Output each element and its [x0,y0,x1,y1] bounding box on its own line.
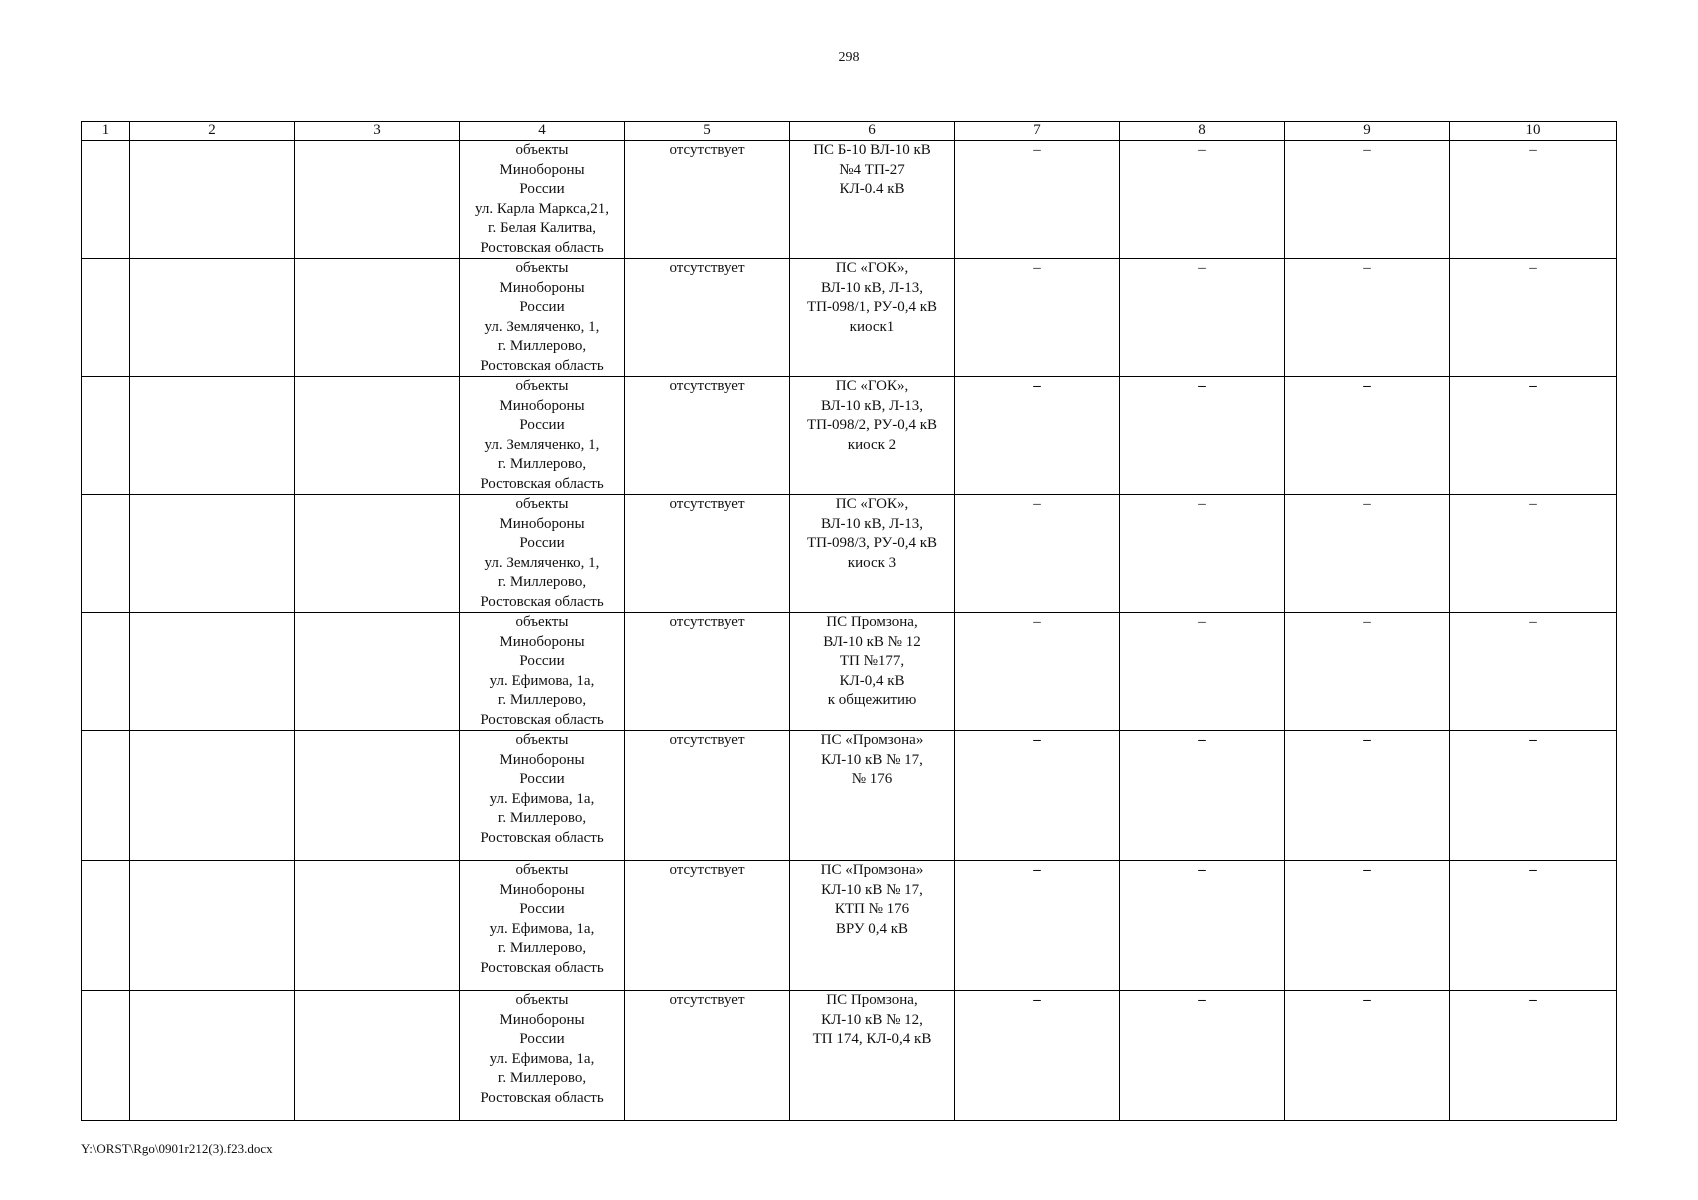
object-cell [460,495,625,613]
status-cell: отсутствует [625,495,790,613]
table-row [82,259,1617,377]
object-line: Ростовская область [480,829,604,846]
object-line: г. Миллерово, [497,810,587,826]
row-number-cell [82,259,130,377]
registry-table [81,121,1617,1121]
object-line: объекты [515,992,569,1008]
file-path: Y:\ORST\Rgo\0901r212(3).f23.docx [81,1141,273,1156]
connection-cell [790,495,955,613]
object-line: Минобороны [499,515,585,532]
object-line: России [519,1031,565,1047]
cell-col-3 [295,259,460,377]
object-line: объекты [515,614,569,630]
object-line: Ростовская область [480,357,604,374]
connection-line: киоск 2 [847,436,897,453]
object-cell [460,861,625,991]
dash-cell: – [1285,259,1450,377]
cell-col-2 [130,861,295,991]
connection-line: КЛ-0,4 кВ [839,672,905,689]
dash-cell: – [955,991,1120,1121]
connection-line: ТП 174, КЛ-0,4 кВ [812,1031,932,1047]
connection-line: КЛ-10 кВ № 17, [821,751,923,768]
connection-line: КЛ-0.4 кВ [839,181,905,197]
dash-cell: – [1285,495,1450,613]
column-header: 3 [295,122,460,141]
cell-col-3 [295,861,460,991]
connection-line: КЛ-10 кВ № 17, [821,881,923,898]
connection-line: киоск1 [849,318,895,335]
page-number: 298 [838,50,860,65]
status-cell: отсутствует [625,861,790,991]
table-row [82,991,1617,1121]
connection-line: № 176 [851,771,893,787]
object-cell [460,377,625,495]
object-line: Минобороны [499,397,585,414]
table-row [82,377,1617,495]
object-line: Минобороны [499,881,585,898]
object-line: России [519,535,565,551]
cell-col-3 [295,495,460,613]
dash-cell: – [1285,141,1450,259]
connection-line: ПС «Промзона» [820,862,924,878]
dash-cell: – [1450,495,1617,613]
connection-line: ПС «ГОК», [835,496,909,512]
connection-cell [790,861,955,991]
row-number-cell [82,613,130,731]
dash-cell: – [955,259,1120,377]
object-line: г. Миллерово, [497,1070,587,1086]
status-cell: отсутствует [625,613,790,731]
dash-cell: – [955,861,1120,991]
dash-cell: – [1285,991,1450,1121]
connection-line: ПС Промзона, [826,614,918,630]
dash-cell: – [955,141,1120,259]
connection-line: ПС Промзона, [826,992,918,1008]
connection-line: киоск 3 [847,554,897,571]
dash-cell: – [1120,861,1285,991]
object-line: Минобороны [499,279,585,296]
connection-cell [790,259,955,377]
object-line: Ростовская область [480,959,604,976]
table-row [82,731,1617,861]
object-line: г. Миллерово, [497,574,587,590]
connection-cell [790,991,955,1121]
object-line: г. Миллерово, [497,940,587,956]
dash-cell: – [1450,141,1617,259]
connection-line: ВРУ 0,4 кВ [835,920,909,937]
connection-line: ВЛ-10 кВ № 12 [823,633,921,650]
object-line: России [519,299,565,315]
row-number-cell [82,377,130,495]
dash-cell: – [1450,613,1617,731]
object-line: Минобороны [499,751,585,768]
object-line: г. Белая Калитва, [488,220,596,236]
dash-cell: – [1450,731,1617,861]
dash-cell: – [1120,259,1285,377]
dash-cell: – [1120,377,1285,495]
object-line: г. Миллерово, [497,692,587,708]
column-header: 8 [1120,122,1285,141]
object-line: Ростовская область [480,475,604,492]
dash-cell: – [1285,731,1450,861]
object-line: объекты [515,732,569,748]
column-header: 6 [790,122,955,141]
dash-cell: – [1120,613,1285,731]
object-line: России [519,653,565,669]
object-line: г. Миллерово, [497,456,587,472]
object-line: объекты [515,862,569,878]
status-cell: отсутствует [625,731,790,861]
object-cell [460,731,625,861]
dash-cell: – [955,377,1120,495]
dash-cell: – [1285,613,1450,731]
object-line: объекты [515,378,569,394]
row-number-cell [82,861,130,991]
connection-line: КТП № 176 [834,901,910,917]
object-line: ул. Земляченко, 1, [484,554,600,571]
object-line: Ростовская область [480,1089,604,1106]
object-line: объекты [515,496,569,512]
status-cell: отсутствует [625,141,790,259]
dash-cell: – [955,731,1120,861]
object-line: России [519,417,565,433]
object-line: Ростовская область [480,239,604,256]
cell-col-2 [130,613,295,731]
column-header: 1 [82,122,130,141]
connection-line: к общежитию [827,692,917,708]
object-line: ул. Карла Маркса,21, [475,200,609,217]
column-header: 7 [955,122,1120,141]
dash-cell: – [1120,991,1285,1121]
object-line: России [519,181,565,197]
connection-line: ПС «Промзона» [820,732,924,748]
dash-cell: – [1120,495,1285,613]
connection-line: ПС «ГОК», [835,378,909,394]
connection-line: ТП-098/3, РУ-0,4 кВ [806,535,938,551]
cell-col-3 [295,377,460,495]
object-cell [460,613,625,731]
cell-col-2 [130,141,295,259]
status-cell: отсутствует [625,377,790,495]
dash-cell: – [955,495,1120,613]
cell-col-2 [130,991,295,1121]
connection-line: КЛ-10 кВ № 12, [821,1011,923,1028]
object-line: объекты [515,260,569,276]
table-row [82,495,1617,613]
object-line: Минобороны [499,1011,585,1028]
cell-col-3 [295,613,460,731]
row-number-cell [82,495,130,613]
object-line: объекты [515,142,569,158]
object-line: Минобороны [499,633,585,650]
cell-col-2 [130,731,295,861]
table-row [82,141,1617,259]
cell-col-2 [130,259,295,377]
object-cell [460,991,625,1121]
connection-line: ТП-098/2, РУ-0,4 кВ [806,417,938,433]
object-line: России [519,771,565,787]
dash-cell: – [1450,861,1617,991]
column-header: 4 [460,122,625,141]
cell-col-2 [130,495,295,613]
object-cell [460,141,625,259]
column-header: 10 [1450,122,1617,141]
object-line: Ростовская область [480,711,604,728]
object-line: Минобороны [499,161,585,178]
column-header: 9 [1285,122,1450,141]
dash-cell: – [1120,731,1285,861]
cell-col-3 [295,141,460,259]
table-row [82,613,1617,731]
connection-line: ТП №177, [839,653,905,669]
column-header: 2 [130,122,295,141]
row-number-cell [82,141,130,259]
dash-cell: – [1120,141,1285,259]
object-line: ул. Земляченко, 1, [484,318,600,335]
object-line: ул. Ефимова, 1а, [489,1050,595,1067]
status-cell: отсутствует [625,259,790,377]
cell-col-3 [295,731,460,861]
dash-cell: – [955,613,1120,731]
cell-col-2 [130,377,295,495]
connection-line: ВЛ-10 кВ, Л-13, [820,397,924,414]
object-line: ул. Ефимова, 1а, [489,920,595,937]
table-row [82,861,1617,991]
dash-cell: – [1450,377,1617,495]
connection-line: №4 ТП-27 [839,161,905,178]
row-number-cell [82,991,130,1121]
cell-col-3 [295,991,460,1121]
table-body [82,141,1617,1121]
object-line: Ростовская область [480,593,604,610]
connection-cell [790,141,955,259]
dash-cell: – [1450,259,1617,377]
status-cell: отсутствует [625,991,790,1121]
object-line: г. Миллерово, [497,338,587,354]
connection-line: ВЛ-10 кВ, Л-13, [820,515,924,532]
object-line: России [519,901,565,917]
object-line: ул. Ефимова, 1а, [489,790,595,807]
dash-cell: – [1450,991,1617,1121]
column-header: 5 [625,122,790,141]
object-line: ул. Ефимова, 1а, [489,672,595,689]
object-line: ул. Земляченко, 1, [484,436,600,453]
dash-cell: – [1285,861,1450,991]
connection-line: ПС «ГОК», [835,260,909,276]
row-number-cell [82,731,130,861]
dash-cell: – [1285,377,1450,495]
connection-cell [790,377,955,495]
connection-cell [790,731,955,861]
connection-line: ВЛ-10 кВ, Л-13, [820,279,924,296]
object-cell [460,259,625,377]
column-number-row [82,122,1617,141]
connection-line: ПС Б-10 ВЛ-10 кВ [813,142,931,158]
connection-cell [790,613,955,731]
connection-line: ТП-098/1, РУ-0,4 кВ [806,299,938,315]
